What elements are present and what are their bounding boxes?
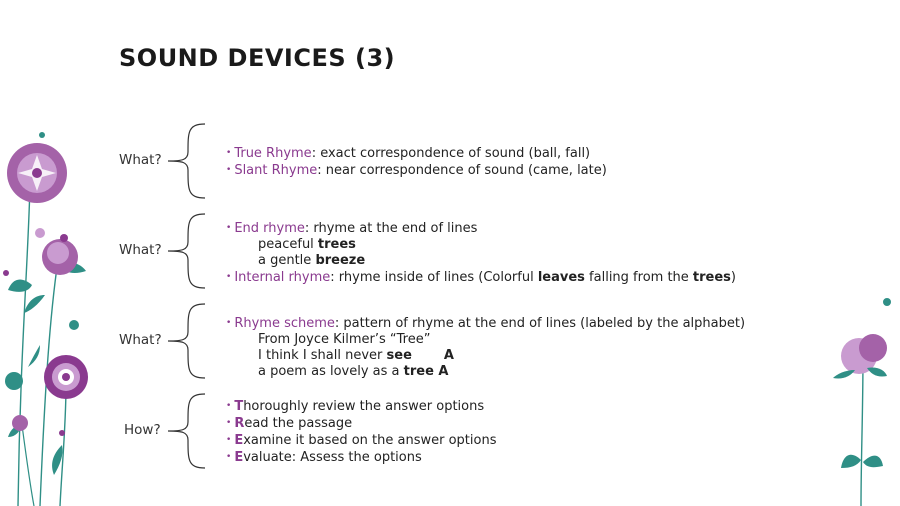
- step-text: xamine it based on the answer options: [243, 433, 497, 448]
- list-item: [226, 145, 607, 162]
- term: Internal rhyme: [234, 270, 331, 285]
- step-text: valuate: Assess the options: [243, 450, 422, 465]
- brace-icon: [160, 212, 210, 290]
- bullet-list: [226, 315, 745, 380]
- example-text: peaceful: [258, 237, 318, 252]
- list-item: [226, 398, 496, 415]
- scheme-letter: A: [443, 348, 454, 363]
- rhyme-word: trees: [317, 237, 356, 252]
- step-text: ead the passage: [244, 416, 353, 431]
- definition: : rhyme inside of lines (Colorful: [330, 270, 538, 285]
- brace-icon: [160, 122, 210, 200]
- bullet-list: [226, 398, 496, 466]
- term: Rhyme scheme: [234, 316, 335, 331]
- term: Slant Rhyme: [234, 163, 318, 178]
- list-item: [226, 220, 736, 237]
- question-label: What?: [119, 242, 162, 258]
- flower-illustration-icon: [825, 290, 900, 506]
- step-text: horoughly review the answer options: [243, 399, 485, 414]
- example-text: I think I shall never: [258, 348, 387, 363]
- bullet-icon: •: [226, 223, 232, 233]
- question-label: What?: [119, 152, 162, 168]
- acronym-letter: E: [234, 433, 244, 448]
- rhyme-word: breeze: [315, 253, 366, 268]
- bullet-icon: •: [226, 452, 232, 462]
- acronym-letter: R: [234, 416, 245, 431]
- list-item: [226, 449, 496, 466]
- list-item: [226, 415, 496, 432]
- brace-icon: [160, 392, 210, 470]
- example-source: From Joyce Kilmer’s “Tree”: [258, 332, 431, 347]
- rhyme-word: leaves: [537, 270, 585, 285]
- example-line: [226, 237, 736, 253]
- rhyme-word: tree A: [403, 364, 449, 379]
- acronym-letter: E: [234, 450, 244, 465]
- bullet-list: [226, 145, 607, 179]
- bullet-icon: •: [226, 148, 232, 158]
- rhyme-word: trees: [692, 270, 731, 285]
- acronym-letter: T: [234, 399, 244, 414]
- bullet-icon: •: [226, 165, 232, 175]
- term: End rhyme: [234, 221, 305, 236]
- rhyme-word: see: [386, 348, 412, 363]
- list-item: [226, 269, 736, 286]
- list-item: [226, 315, 745, 332]
- example-line: [226, 253, 736, 269]
- slide-title: SOUND DEVICES (3): [119, 44, 396, 72]
- question-label: What?: [119, 332, 162, 348]
- brace-icon: [160, 302, 210, 380]
- bullet-icon: •: [226, 418, 232, 428]
- example-text: a poem as lovely as a: [258, 364, 404, 379]
- definition: falling from the: [584, 270, 693, 285]
- flower-illustration-icon: [0, 125, 100, 506]
- bullet-list: [226, 220, 736, 286]
- example-line: [226, 348, 745, 364]
- definition: : exact correspondence of sound (ball, fall): [311, 146, 591, 161]
- definition: : rhyme at the end of lines: [304, 221, 478, 236]
- bullet-icon: •: [226, 401, 232, 411]
- list-item: [226, 162, 607, 179]
- example-text: a gentle: [258, 253, 316, 268]
- definition: ): [730, 270, 736, 285]
- bullet-icon: •: [226, 435, 232, 445]
- definition: : pattern of rhyme at the end of lines (labeled by the alphabet): [334, 316, 746, 331]
- example-line: [226, 364, 745, 380]
- definition: : near correspondence of sound (came, late): [317, 163, 607, 178]
- bullet-icon: •: [226, 318, 232, 328]
- term: True Rhyme: [234, 146, 312, 161]
- list-item: [226, 432, 496, 449]
- question-label: How?: [124, 422, 161, 438]
- bullet-icon: •: [226, 272, 232, 282]
